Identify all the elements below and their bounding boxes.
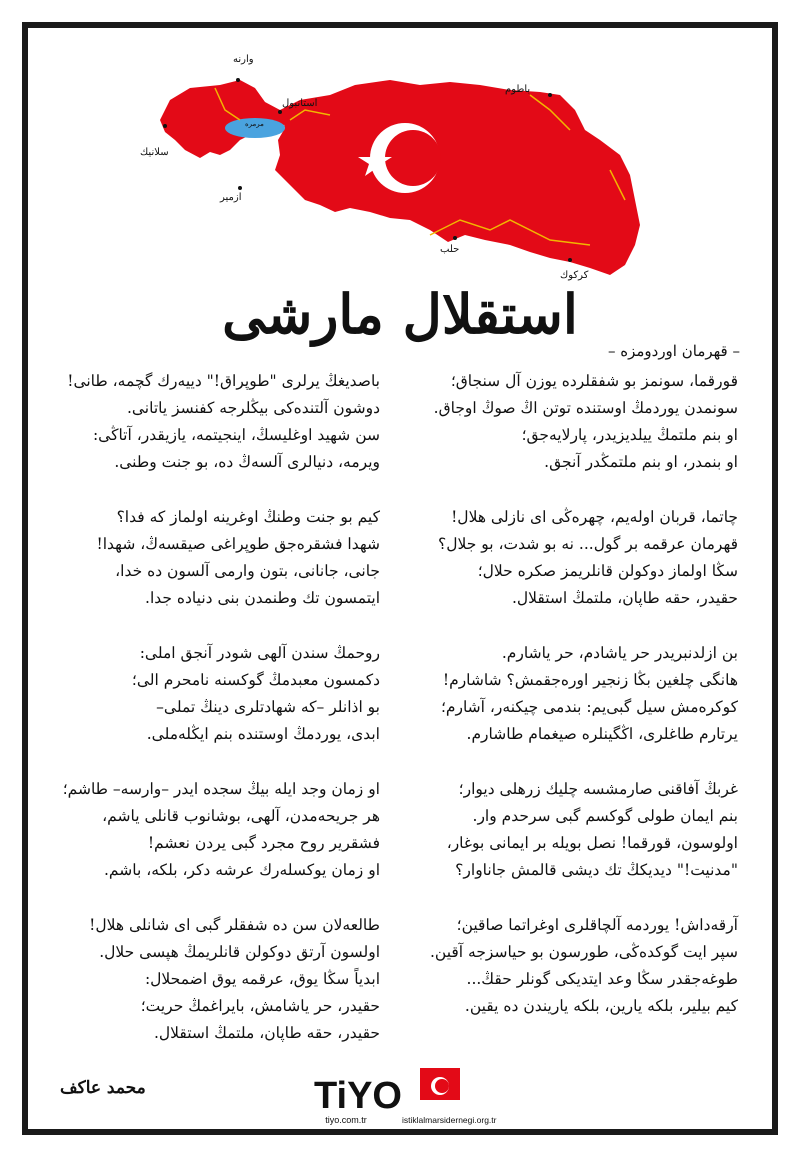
poem-line: دكمسون معبدمڭ گوكسنه نامحرم الی؛ bbox=[131, 671, 380, 689]
stanza bbox=[40, 912, 380, 1048]
map-label-kerkuk: كركوك bbox=[560, 270, 589, 281]
stanza bbox=[40, 504, 380, 640]
poem-line: "مدنیت!" دیدیكڭ تك دیشی قالمش جاناوار؟ bbox=[455, 861, 738, 879]
poem-line: جانی، جانانی، بتون وارمی آلسون ده خدا، bbox=[115, 562, 380, 580]
svg-text:TiYO: TiYO bbox=[314, 1075, 402, 1117]
crescent-icon bbox=[420, 1068, 460, 1100]
poem-line: كوكره‌مش سیل گبی‌یم: بندمی چیكنه‌ر، آشارم؛ bbox=[440, 698, 738, 716]
poem-line: سڭا اولماز دوكولن قانلریمز صكره حلال؛ bbox=[477, 562, 738, 580]
map-label-batum: باطوم bbox=[505, 84, 531, 95]
tiyo-logo bbox=[312, 1068, 402, 1118]
poem-line: حقیدر، حقه طاپان، ملتمڭ استقلال. bbox=[153, 1024, 380, 1042]
poem-line: كیم بیلیر، بلكه یارین، بلكه یاریندن ده یقین. bbox=[464, 997, 738, 1015]
poem-line: دوشون آلتنده‌كی بیڭلرجه كفنسز یاتانی. bbox=[126, 399, 380, 417]
poem-line: بنم ایمان طولی گوكسم گبی سرحدم وار. bbox=[472, 807, 738, 825]
turkey-map bbox=[130, 40, 670, 290]
dedication: – قهرمان اوردومزه – bbox=[607, 342, 740, 360]
page-title: استقلال مارشی bbox=[222, 282, 578, 346]
istiklal-logo bbox=[420, 1068, 460, 1100]
poem-line: باصدیغڭ یرلری "طوپراق!" دییه‌رك گچمه، طانی! bbox=[67, 372, 380, 390]
stanza bbox=[408, 776, 738, 912]
stanza bbox=[408, 640, 738, 776]
poem-line: اولوسون، قورقما! نصل بویله بر ایمانی بوغار، bbox=[446, 834, 738, 852]
poem-line: حقیدر، حر یاشامش، بایراغمڭ حریت؛ bbox=[140, 997, 380, 1015]
stanza bbox=[40, 640, 380, 776]
poem-line: او زمان وجد ایله بیڭ سجده ایدر –وارسه– طاشم؛ bbox=[62, 780, 380, 798]
map-label-izmir: ازمیر bbox=[220, 192, 242, 203]
stanza bbox=[40, 368, 380, 504]
poem-line: سونمدن یوردمڭ اوستنده توتن اڭ صوڭ اوجاق. bbox=[433, 399, 738, 417]
istiklal-url: istiklalmarsidernegi.org.tr bbox=[402, 1115, 497, 1125]
stanza bbox=[408, 504, 738, 640]
poem-line: ایتمسون تك وطنمدن بنی دنیاده جدا. bbox=[145, 589, 380, 607]
poem-line: بن ازلدنبریدر حر یاشادم، حر یاشارم. bbox=[501, 644, 738, 662]
stanza bbox=[40, 776, 380, 912]
poem-line: یرتارم طاغلری، اڭگینلره صیغمام طاشارم. bbox=[466, 725, 738, 743]
poem-line: هانگی چلغین بڭا زنجیر اوره‌جقمش؟ شاشارم! bbox=[442, 671, 738, 689]
tiyo-url: tiyo.com.tr bbox=[325, 1115, 367, 1125]
poem-line: ویرمه، دنیالری آلسه‌ڭ ده، بو جنت وطنی. bbox=[114, 453, 380, 471]
crescent-inner bbox=[385, 130, 441, 186]
poem-column-right bbox=[408, 368, 738, 1048]
map-balkans bbox=[160, 80, 290, 158]
poem-line: او بنم ملتمڭ ییلدیزیدر، پارلایه‌جق؛ bbox=[521, 426, 738, 444]
poem-line: او زمان یوكسله‌رك عرشه دكر، بلكه، باشم. bbox=[104, 861, 380, 879]
poem-line: آرقه‌داش! یوردمه آلچاقلری اوغراتما صاقین؛ bbox=[456, 916, 738, 934]
poem-line: قهرمان عرقمه بر گول... نه بو شدت، بو جلال؟ bbox=[437, 535, 738, 553]
map-label-marmara: مرمره bbox=[245, 120, 264, 128]
poem-line: ابدی، یوردمڭ اوستنده بنم ایڭله‌ملی. bbox=[146, 725, 380, 743]
stanza bbox=[408, 912, 738, 1048]
poem-line: چاتما، قربان اوله‌یم، چهره‌ڭی ای نازلی هلال! bbox=[451, 508, 738, 526]
map-label-istanbul: استانبول bbox=[282, 98, 318, 109]
poem-line: سن شهید اوغلیسڭ، اینجیتمه، یازیقدر، آتاڭی: bbox=[92, 426, 380, 444]
poem-line: هر جریحه‌مدن، آلهی، بوشانوب قانلی یاشم، bbox=[102, 807, 380, 825]
author-signature: محمد عاكف bbox=[60, 1078, 146, 1098]
poem-line: سپر ایت گوكده‌ڭی، طورسون بو حیاسزجه آقین. bbox=[429, 943, 738, 961]
poem-line: ابدیاً سڭا یوق، عرقمه یوق اضمحلال: bbox=[144, 970, 380, 988]
map-label-halep: حلب bbox=[440, 244, 460, 255]
poem-line: غربڭ آفاقنی صارمشسه چلیك زرهلی دیوار؛ bbox=[458, 780, 738, 798]
poem-line: طوغه‌جقدر سڭا وعد ایتدیكی گونلر حقڭ... bbox=[466, 970, 738, 988]
poem-line: حقیدر، حقه طاپان، ملتمڭ استقلال. bbox=[511, 589, 738, 607]
poem-line: اولسون آرتق دوكولن قانلریمڭ هپسی حلال. bbox=[99, 943, 380, 961]
poem-line: او بنمدر، او بنم ملتمڭدر آنجق. bbox=[544, 453, 738, 471]
stanza bbox=[408, 368, 738, 504]
poem-line: روحمڭ سندن آلهی شودر آنجق املی: bbox=[139, 644, 380, 662]
poem-line: بو اذانلر –كه شهادتلری دینڭ تملی– bbox=[156, 698, 380, 716]
poem-line: شهدا فشقره‌جق طوپراغی صیقسه‌ڭ، شهدا! bbox=[96, 535, 380, 553]
poem-column-left bbox=[40, 368, 380, 1048]
poem-line: طالعه‌لان سن ده شفقلر گبی ای شانلی هلال! bbox=[89, 916, 380, 934]
map-label-varna: وارنه bbox=[233, 54, 254, 65]
map-label-selanik: سلانیك bbox=[140, 147, 169, 158]
poem-line: فشقریر روح مجرد گبی یردن نعشم! bbox=[147, 834, 380, 852]
poem-line: قورقما، سونمز بو شفقلرده یوزن آل سنجاق؛ bbox=[450, 372, 738, 390]
poem-line: كیم بو جنت وطنڭ اوغرینه اولماز كه فدا؟ bbox=[116, 508, 380, 526]
